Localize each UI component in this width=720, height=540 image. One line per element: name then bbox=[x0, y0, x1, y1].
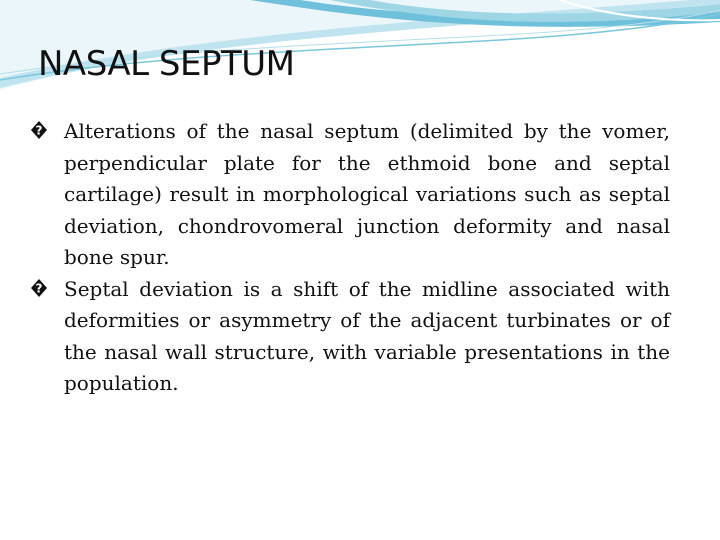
replacement-glyph-bullet-icon bbox=[30, 274, 64, 306]
paragraph-1-text: Alterations of the nasal septum (delimited by the vomer, perpendicular plate for the ethmoid bone and septal cartilage) result in morphological variations such as septal deviation, chondrovomeral junction deformity and nasal bone spur. bbox=[64, 119, 670, 269]
slide-body bbox=[30, 116, 670, 400]
paragraph-1 bbox=[30, 116, 670, 274]
paragraph-2-text: Septal deviation is a shift of the midline associated with deformities or asymmetry of the adjacent turbinates or of the nasal wall structure, with variable presentations in the population. bbox=[64, 276, 670, 395]
slide-title: NASAL SEPTUM bbox=[38, 44, 295, 84]
svg-text:?: ? bbox=[35, 281, 43, 295]
replacement-glyph-bullet-icon bbox=[30, 116, 64, 148]
svg-text:?: ? bbox=[35, 123, 43, 138]
paragraph-2 bbox=[30, 274, 670, 400]
